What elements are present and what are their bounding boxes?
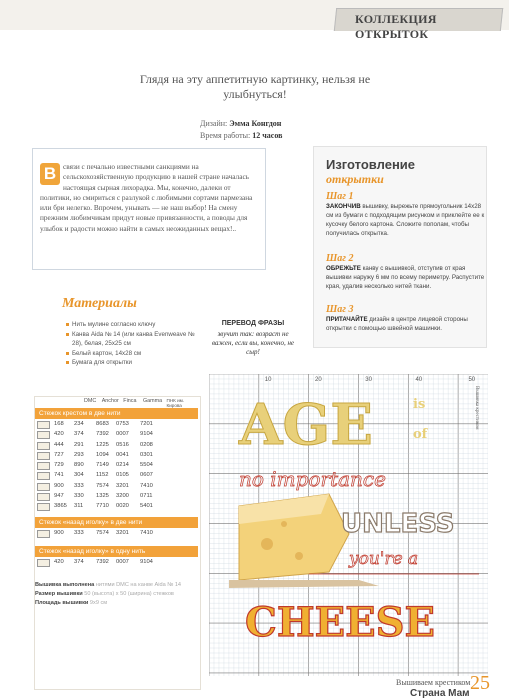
key-row [35,419,195,429]
cross-rows [35,419,198,512]
col-pnk: ПНК им. Кирова [166,398,185,408]
key-cell: 7574 [96,529,109,536]
band-back-two: Стежок «назад иголку» в две нити [35,517,198,528]
key-row [35,501,195,511]
key-cell: 168 [54,421,64,427]
key-cell: 293 [74,451,84,458]
symbol-swatch [37,483,50,491]
step-2-text: канву с вышивкой, отступив от края вышивки наружу 6 мм по всему периметру. Распустите края, удалив несколько нитей ткани. [326,265,485,290]
footer-value: нитями DMC на канве Aida № 14 [95,582,182,589]
steps-title: Изготовление [326,157,416,172]
key-cell: 0020 [116,503,129,510]
symbol-swatch [37,493,50,501]
key-cell: 0607 [140,472,153,479]
key-cell: 7410 [140,482,153,489]
chart-word-unless: UNLESS [341,509,455,539]
key-row [35,429,195,439]
chart-word-age: AGE [239,392,373,458]
magazine-brand: Вышиваем крестиком [396,678,471,687]
cross-stitch-chart [209,374,488,676]
scale-label: 50 [468,377,476,383]
chart-word-is: is [413,397,426,412]
time-label: Время работы: [200,131,251,140]
col-gamma: Gamma [142,398,163,404]
key-cell: 7201 [140,421,153,427]
key-cell: 3201 [116,482,129,489]
key-row [35,470,195,480]
key-cell: 420 [54,558,64,565]
key-cell: 729 [54,462,64,469]
key-cell: 7392 [96,431,109,438]
materials-list [66,320,206,368]
steps-subtitle: открытки [326,172,384,186]
key-cell: 727 [54,451,64,458]
back1-rows [35,557,198,567]
symbol-swatch [37,431,50,439]
key-cell: 374 [74,558,84,565]
step-2-label: Шаг 2 [326,253,354,264]
key-cell: 0214 [116,462,129,469]
key-cell: 311 [74,503,84,510]
intro-body: связи с печально известными санкциями на сельскохозяйственную продукцию в нашей стране началась настоящая сырная лихорадка. Мы, конечно, далеки от политики, но смириться с разлукой с любимыми сортами пармезана или бри нелегко. Впрочем, унывать — не наш выбор! На смену прежним любимчикам придут новые привязанности, а поводы для улыбок и радости можно найти в самых неожиданных вещах!.. [40,162,253,233]
col-anchor: Anchor [101,398,119,404]
key-cell: 0007 [116,431,129,438]
symbol-swatch [37,503,50,511]
key-cell: 1094 [96,451,109,458]
key-cell: 0007 [116,558,129,565]
key-cell: 7574 [96,482,109,489]
key-cell: 900 [54,529,64,536]
step-3-text: дизайн в центре лицевой стороны открытки с помощью швейной машинки. [326,316,468,332]
key-row [35,440,195,450]
footer-value: 50 (высота) x 50 (ширина) стежков [84,591,174,598]
band-back-one: Стежок «назад иголку» в одну нить [35,546,198,557]
time-value: 12 часов [252,131,283,140]
step-2 [326,253,486,291]
step-1-label: Шаг 1 [326,191,354,202]
key-cell: 0105 [116,472,129,479]
key-cell: 3865 [54,503,67,510]
key-cell: 0516 [116,441,129,448]
key-cell: 5401 [140,503,153,510]
chart-brand-note: Вышивка крестиком [474,386,479,430]
step-3 [326,304,486,333]
footer-label: Площадь вышивки [35,600,89,607]
symbol-swatch [37,462,50,470]
design-value: Эмма Конгдон [229,119,282,128]
intro-paragraph [40,162,260,234]
key-header [36,398,196,408]
key-cell: 0208 [140,441,153,448]
chart-word-youre: you're a [349,549,419,569]
key-cell: 0711 [140,493,153,500]
step-2-lead: ОБРЕЖЬТЕ [326,265,361,272]
material-item: Белый картон, 14x28 см [66,349,206,359]
credits [200,118,360,142]
footer-label: Вышивка выполнена [35,582,95,589]
key-cell: 5504 [140,462,153,469]
key-cell: 741 [54,472,64,479]
key-cell: 7710 [96,503,109,510]
key-cell: 333 [74,529,84,536]
material-item: Нить мулине согласно ключу [66,320,206,330]
key-row [35,557,195,567]
cheese-hole [281,521,287,527]
materials-title: Материалы [62,296,137,311]
key-cell: 444 [54,441,64,448]
key-cell: 234 [74,421,84,427]
translation-body: звучит так: возраст не важен, если вы, конечно, не сыр! [211,330,295,356]
footer-value: 9x9 см [89,600,108,607]
section-title: КОЛЛЕКЦИЯ ОТКРЫТОК [355,12,437,41]
key-cell: 7149 [96,462,109,469]
key-cell: 3201 [116,529,129,536]
chart-word-importance: no importance [239,467,386,491]
col-dmc: DMC [84,398,97,404]
step-3-label: Шаг 3 [326,304,354,315]
page-number: 25 [470,672,490,694]
scale-label: 10 [264,377,272,383]
key-cell: 420 [54,431,64,438]
key-cell: 7410 [140,529,153,536]
key-cell: 9104 [140,431,153,438]
symbol-swatch [37,530,50,538]
design-label: Дизайн: [200,119,228,128]
step-3-lead: ПРИТАЧАЙТЕ [326,316,368,323]
chart-word-cheese: CHEESE [245,599,435,646]
key-cell: 7392 [96,558,109,565]
scale-label: 40 [415,377,423,383]
key-cell: 374 [74,431,84,438]
step-1 [326,191,486,238]
chart-word-of: of [413,427,428,442]
symbol-swatch [37,442,50,450]
key-body [35,408,198,608]
key-cell: 1225 [96,441,109,448]
symbol-swatch [37,421,50,429]
band-cross: Стежок крестом в две нити [35,408,198,419]
site-watermark: Страна Мам [410,688,470,699]
cheese-hole [261,538,273,550]
footer-label: Размер вышивки [35,591,83,598]
step-1-text: вышивку, вырежьте прямоугольник 14x28 см из бумаги с подходящим рисунком и приклейте ее к кусочку белого картона. Сложите пополам, чтобы получилась открытка. [326,203,485,237]
symbol-swatch [37,559,50,567]
key-cell: 0041 [116,451,129,458]
material-item: Бумага для открытки [66,358,206,368]
back2-rows [35,528,198,538]
key-cell: 3200 [116,493,129,500]
key-cell: 0753 [116,421,129,427]
dropcap: В [40,163,60,185]
key-row [35,528,195,538]
key-cell: 1325 [96,493,109,500]
key-footer [35,581,198,608]
symbol-swatch [37,452,50,460]
key-row [35,460,195,470]
step-1-lead: ЗАКОНЧИВ [326,203,361,210]
key-cell: 947 [54,493,64,500]
key-cell: 330 [74,493,84,500]
key-cell: 333 [74,482,84,489]
key-cell: 1152 [96,472,109,479]
key-cell: 291 [74,441,84,448]
key-cell: 9104 [140,558,153,565]
lead-text: Глядя на эту аппетитную картинку, нельзя не улыбнуться! [139,72,371,101]
translation-title: ПЕРЕВОД ФРАЗЫ [221,320,285,327]
col-finca: Finca [123,398,137,404]
cheese-hole [295,552,303,560]
key-cell: 304 [74,472,84,479]
scale-label: 20 [315,377,322,383]
key-row [35,450,195,460]
key-cell: 0301 [140,451,153,458]
symbol-swatch [37,472,50,480]
key-cell: 900 [54,482,64,489]
scale-label: 30 [365,377,372,383]
key-row [35,481,195,491]
key-cell: 890 [74,462,84,469]
key-row [35,491,195,501]
material-item: Канва Aida № 14 (или канва Evenweave № 28), белая, 25x25 см [66,330,206,349]
key-cell: 8683 [96,421,109,427]
